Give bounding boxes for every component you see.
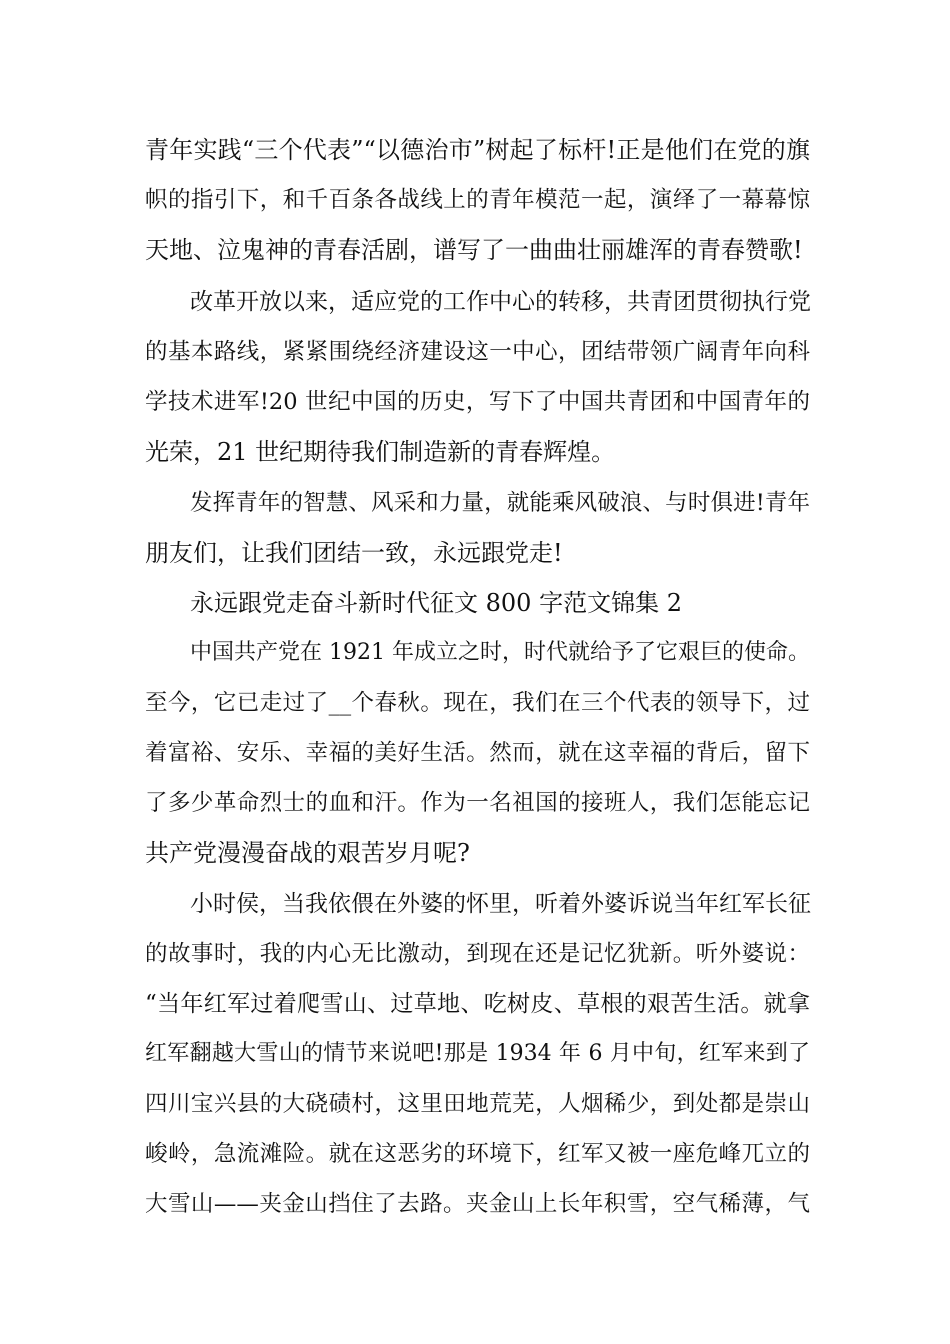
text-line: 红军翻越大雪山的情节来说吧!那是 1934 年 6 月中旬，红军来到了: [145, 1041, 810, 1066]
text-line: 的基本路线，紧紧围绕经济建设这一中心，团结带领广阔青年向科: [145, 339, 810, 365]
text-line: 光荣，21 世纪期待我们制造新的青春辉煌。: [145, 438, 616, 466]
text-line: 发挥青年的智慧、风采和力量，就能乘风破浪、与时俱进!青年: [190, 490, 810, 516]
text-line: 改革开放以来，适应党的工作中心的转移，共青团贯彻执行党: [190, 289, 811, 315]
text-line: 的故事时，我的内心无比激动，到现在还是记忆犹新。听外婆说：: [145, 941, 810, 967]
text-line: 学技术进军!20 世纪中国的历史，写下了中国共青团和中国青年的: [145, 389, 810, 415]
text-line: 大雪山——夹金山挡住了去路。夹金山上长年积雪，空气稀薄，气: [145, 1191, 810, 1217]
text-line: 至今，它已走过了__个春秋。现在，我们在三个代表的领导下，过: [145, 690, 810, 716]
text-line: 帜的指引下，和千百条各战线上的青年模范一起，演绎了一幕幕惊: [145, 187, 810, 213]
text-line: 小时侯，当我依偎在外婆的怀里，听着外婆诉说当年红军长征: [190, 891, 811, 917]
text-line: 天地、泣鬼神的青春活剧，谱写了一曲曲壮丽雄浑的青春赞歌!: [145, 236, 803, 264]
text-line: “当年红军过着爬雪山、过草地、吃树皮、草根的艰苦生活。就拿: [145, 991, 810, 1017]
text-line: 着富裕、安乐、幸福的美好生活。然而，就在这幸福的背后，留下: [145, 740, 810, 766]
text-line: 了多少革命烈士的血和汗。作为一名祖国的接班人，我们怎能忘记: [145, 790, 810, 816]
text-line: 朋友们，让我们团结一致，永远跟党走!: [145, 539, 563, 567]
text-line: 峻岭，急流滩险。就在这恶劣的环境下，红军又被一座危峰兀立的: [145, 1141, 810, 1167]
section-title: 永远跟党走奋斗新时代征文 800 字范文锦集 2: [190, 589, 682, 617]
text-line: 青年实践“三个代表”“以德治市”树起了标杆!正是他们在党的旗: [145, 136, 810, 164]
text-line: 四川宝兴县的大硗碛村，这里田地荒芜，人烟稀少，到处都是崇山: [145, 1091, 810, 1117]
text-line: 共产党漫漫奋战的艰苦岁月呢?: [145, 839, 470, 867]
text-line: 中国共产党在 1921 年成立之时，时代就给予了它艰巨的使命。: [190, 640, 810, 665]
